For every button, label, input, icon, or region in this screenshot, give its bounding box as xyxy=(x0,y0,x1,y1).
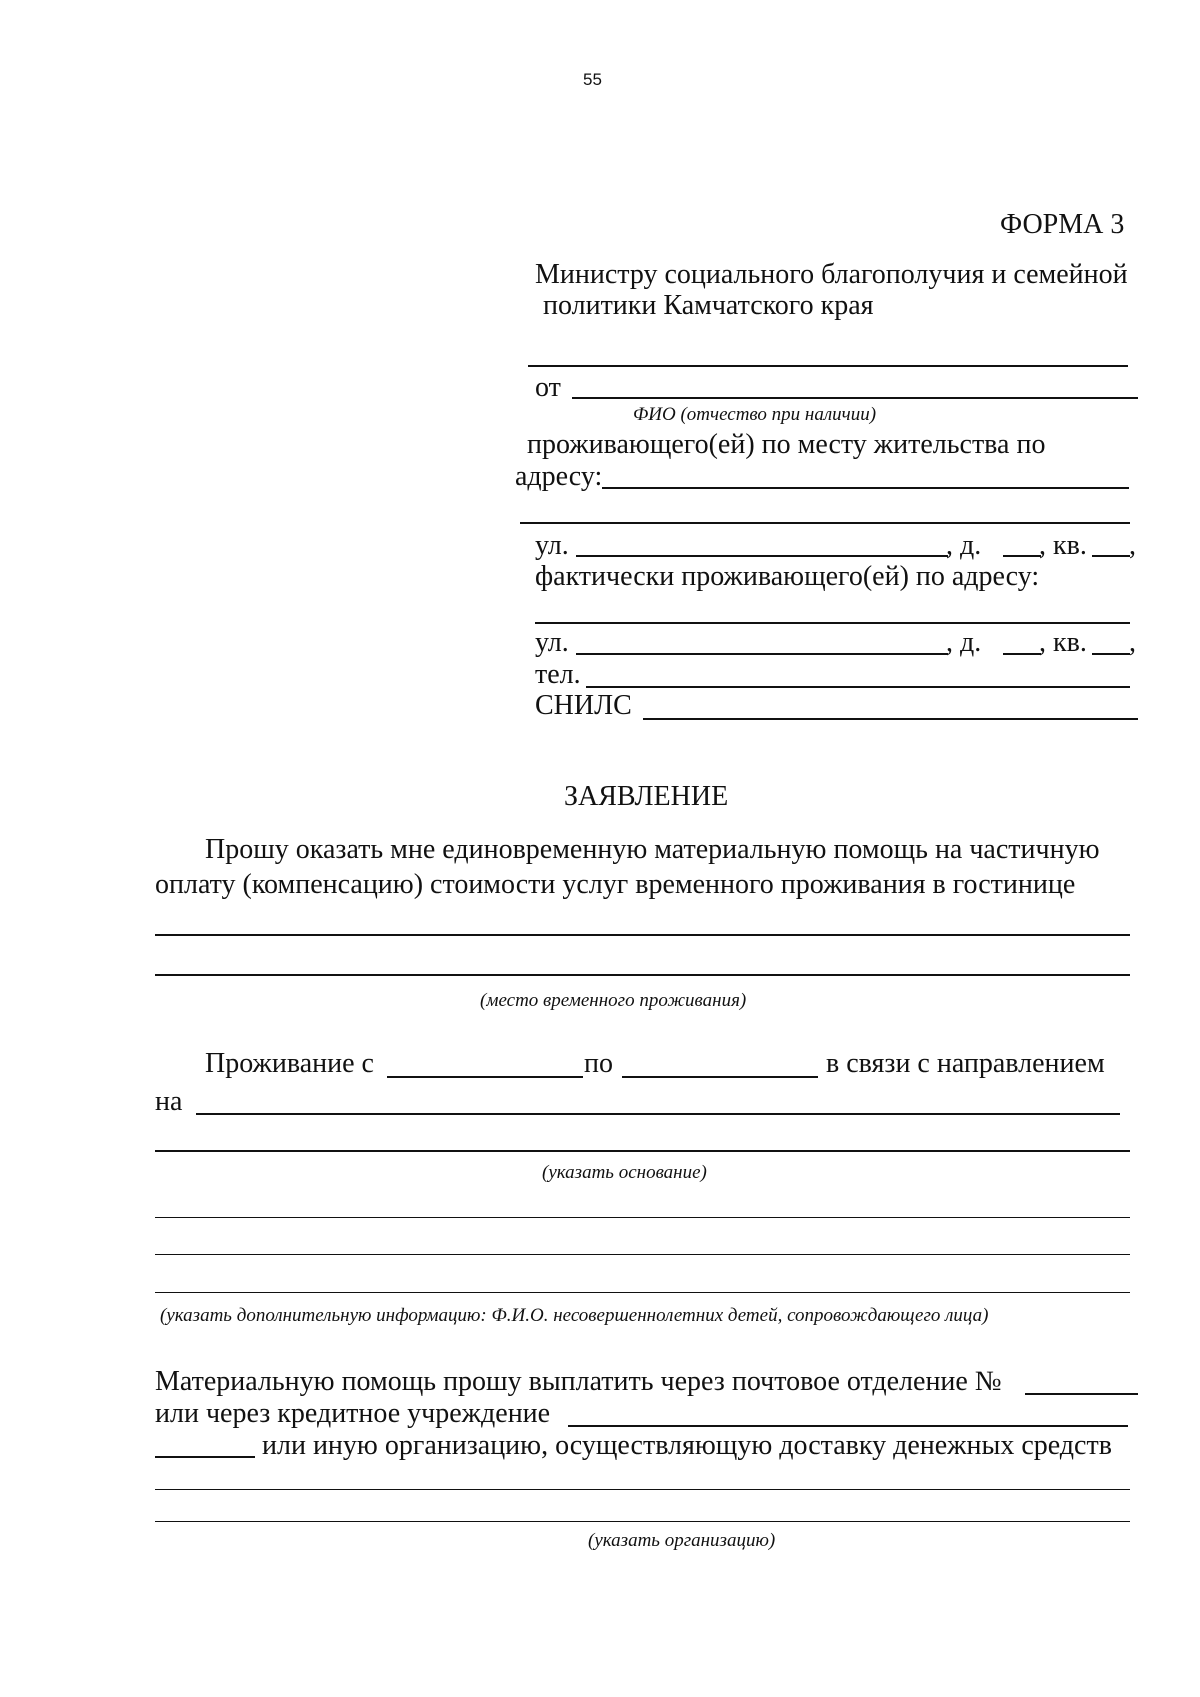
actual-street-label: ул. xyxy=(535,627,569,658)
payment-line-1: Материальную помощь прошу выплатить через почтовое отделение № xyxy=(155,1366,1002,1397)
hotel-field-2[interactable] xyxy=(155,974,1130,976)
address-field-2[interactable] xyxy=(520,522,1130,524)
house-label: , д. xyxy=(946,530,982,561)
residence-label: проживающего(ей) по месту жительства по xyxy=(527,429,1046,460)
basis-field[interactable] xyxy=(155,1150,1130,1152)
extra-caption: (указать дополнительную информацию: Ф.И.О. несовершеннолетних детей, сопровождающего лица) xyxy=(160,1305,989,1326)
document-title: ЗАЯВЛЕНИЕ xyxy=(564,781,729,812)
address-label: адресу: xyxy=(515,461,603,492)
snils-field[interactable] xyxy=(643,718,1138,720)
bank-field[interactable] xyxy=(568,1425,1128,1427)
addressee-blank-line[interactable] xyxy=(528,365,1128,367)
phone-label: тел. xyxy=(535,659,581,690)
extra-field-1[interactable] xyxy=(155,1217,1130,1218)
actual-apartment-field[interactable] xyxy=(1092,653,1130,655)
hotel-field-1[interactable] xyxy=(155,934,1130,936)
street-field[interactable] xyxy=(576,555,948,557)
org-prefix-field[interactable] xyxy=(155,1456,255,1458)
addressee-line-1: Министру социального благополучия и семейной xyxy=(535,259,1128,290)
request-line-1: Прошу оказать мне единовременную материальную помощь на частичную xyxy=(205,834,1100,865)
request-line-2: оплату (компенсацию) стоимости услуг временного проживания в гостинице xyxy=(155,869,1076,900)
stay-from-label: Проживание с xyxy=(205,1048,374,1079)
basis-caption: (указать основание) xyxy=(542,1162,707,1183)
fio-caption: ФИО (отчество при наличии) xyxy=(633,404,877,425)
street-label: ул. xyxy=(535,530,569,561)
actual-comma: , xyxy=(1129,627,1136,658)
phone-field[interactable] xyxy=(586,686,1130,688)
actual-address-field[interactable] xyxy=(535,622,1130,624)
house-field[interactable] xyxy=(1003,555,1041,557)
apartment-label: , кв. xyxy=(1039,530,1087,561)
actual-house-label: , д. xyxy=(946,627,982,658)
payment-line-3: или иную организацию, осуществляющую доставку денежных средств xyxy=(262,1430,1112,1461)
stay-to-label: по xyxy=(584,1048,613,1079)
payment-line-2: или через кредитное учреждение xyxy=(155,1398,551,1429)
fio-field[interactable] xyxy=(572,397,1138,399)
actual-house-field[interactable] xyxy=(1003,653,1041,655)
place-caption: (место временного проживания) xyxy=(480,990,747,1011)
actual-apartment-label: , кв. xyxy=(1039,627,1087,658)
on-label: на xyxy=(155,1086,183,1117)
extra-field-3[interactable] xyxy=(155,1292,1130,1293)
reason-label: в связи с направлением xyxy=(826,1048,1105,1079)
org-field-2[interactable] xyxy=(155,1521,1130,1522)
actual-street-field[interactable] xyxy=(576,653,948,655)
post-office-field[interactable] xyxy=(1025,1393,1138,1395)
page-number: 55 xyxy=(583,70,602,89)
actual-residence-label: фактически проживающего(ей) по адресу: xyxy=(535,561,1040,592)
comma: , xyxy=(1129,530,1136,561)
org-field-1[interactable] xyxy=(155,1489,1130,1490)
snils-label: СНИЛС xyxy=(535,690,632,721)
stay-to-field[interactable] xyxy=(622,1076,818,1078)
extra-field-2[interactable] xyxy=(155,1254,1130,1255)
from-label: от xyxy=(535,372,561,403)
apartment-field[interactable] xyxy=(1092,555,1130,557)
stay-from-field[interactable] xyxy=(387,1076,583,1078)
address-field[interactable] xyxy=(602,487,1129,489)
addressee-line-2: политики Камчатского края xyxy=(543,290,874,321)
direction-field[interactable] xyxy=(196,1113,1120,1115)
form-label: ФОРМА 3 xyxy=(1000,209,1125,240)
org-caption: (указать организацию) xyxy=(588,1530,776,1551)
